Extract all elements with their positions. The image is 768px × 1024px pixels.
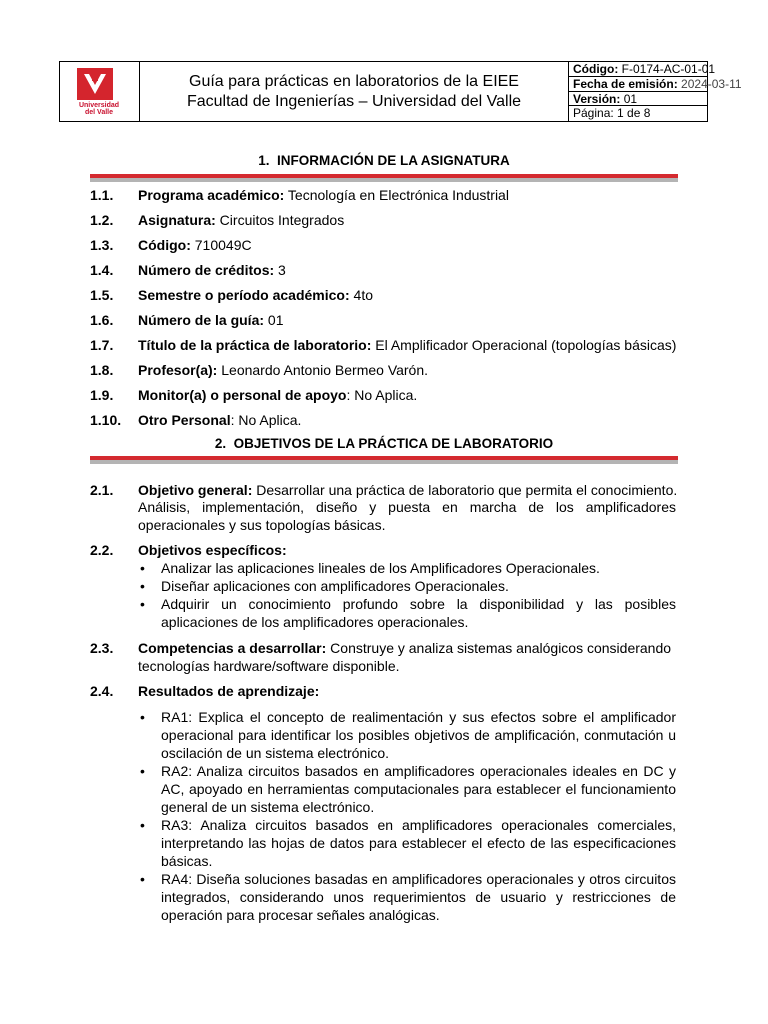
header-title [140,62,569,121]
info-row-value: Leonardo Antonio Bermeo Varón. [217,362,429,378]
info-row-number: 1.6. [90,312,114,328]
info-row-number: 1.1. [90,187,114,203]
info-row-number: 1.4. [90,262,114,278]
info-row-text [138,337,678,354]
info-row-number: 1.10. [90,412,122,428]
competencias-text: tecnologías hardware/software disponible. [138,658,400,674]
info-row-text [138,312,678,329]
info-row-text [138,187,678,204]
info-row-value: El Amplificador Operacional (topologías básicas) [371,337,677,353]
info-row-text [138,212,678,229]
info-row-number: 1.8. [90,362,114,378]
info-row-label: Código: [138,237,191,253]
logo-cell [60,62,140,121]
header-title-line1: Guía para prácticas en laboratorios de la EIEE [189,72,519,90]
fecha-row: Fecha de emisión: 2024-03-11 [569,77,707,92]
info-row-text [138,262,678,279]
info-row-number: 1.3. [90,237,114,253]
info-row-value: 710049C [190,237,252,253]
list-item: • RA2: Analiza circuitos basados en amplificadores operacionales ideales en DC y AC, apoyado en herramientas computacionales para establecer el funcionamiento general de un sistema electrónico. [140,763,676,815]
resultados-list [138,708,676,924]
objetivo-general-text: Análisis, implementación, diseño y puesta en marcha de los amplificadores operacionales y sus topologías básicas. [138,499,676,533]
objetivos-especificos-list [138,559,676,631]
info-row-label: Profesor(a): [138,362,218,378]
info-row-value: 01 [264,312,284,328]
info-row-value: Tecnología en Electrónica Industrial [284,187,509,203]
list-item: • Analizar las aplicaciones lineales de los Amplificadores Operacionales. [140,560,600,576]
list-item: • Adquirir un conocimiento profundo sobre la disponibilidad y las posibles aplicaciones de los amplificadores operacionales. [140,596,676,630]
info-row-label: Número de la guía: [138,312,265,328]
info-row-value: Circuitos Integrados [215,212,345,228]
info-row-label: Número de créditos: [138,262,275,278]
header-title-line2: Facultad de Ingenierías – Universidad del Valle [186,92,522,110]
logo-text: Universidad del Valle [78,102,120,116]
list-item: • RA1: Explica el concepto de realimentación y sus efectos sobre el amplificador operacional para identificar los posibles objetivos de amplificación, conmutación u oscilación de un sistema electrónico. [140,709,676,761]
info-row-value: : No Aplica. [346,387,418,403]
info-row-number: 1.5. [90,287,114,303]
version-row: Versión: 01 [569,92,707,107]
info-row-label: Título de la práctica de laboratorio: [138,337,372,353]
info-row-label: Asignatura: [138,212,216,228]
info-row-text [138,237,678,254]
info-row-value: 4to [349,287,373,303]
university-logo [67,66,131,118]
info-row-value: : No Aplica. [230,412,302,428]
info-row-number: 1.9. [90,387,114,403]
info-row-text [138,287,678,304]
info-row-number: 1.7. [90,337,114,353]
logo-emblem-icon [77,68,113,100]
info-row-number: 1.2. [90,212,114,228]
info-row-value: 3 [274,262,286,278]
document-header [59,61,742,122]
section2-divider [90,456,678,464]
list-item: • Diseñar aplicaciones con amplificadores Operacionales. [140,578,509,594]
section1-heading: 1. INFORMACIÓN DE LA ASIGNATURA [258,153,510,168]
section1-divider [90,174,678,182]
section2-heading: 2. OBJETIVOS DE LA PRÁCTICA DE LABORATORIO [214,436,554,451]
list-item: • RA4: Diseña soluciones basadas en amplificadores operacionales y otros circuitos integrados, considerando unos requerimientos de usuario y restricciones de operación para procesar señales analógicas. [140,871,676,923]
info-row-text [138,387,678,404]
info-row-label: Programa académico: [138,187,285,203]
codigo-row: Código: F-0174-AC-01-01 [569,62,707,77]
info-row-label: Otro Personal [138,412,231,428]
pagina-row: Página: 1 de 8 [573,106,651,121]
doc-meta [569,62,742,121]
info-row-label: Semestre o período académico: [138,287,350,303]
list-item: • RA3: Analiza circuitos basados en amplificadores operacionales comerciales, interpretando las hojas de datos para establecer el efecto de las especificaciones básicas. [140,817,676,869]
info-row-label: Monitor(a) o personal de apoyo [138,387,347,403]
info-row-text [138,362,678,379]
info-row-text [138,412,678,429]
